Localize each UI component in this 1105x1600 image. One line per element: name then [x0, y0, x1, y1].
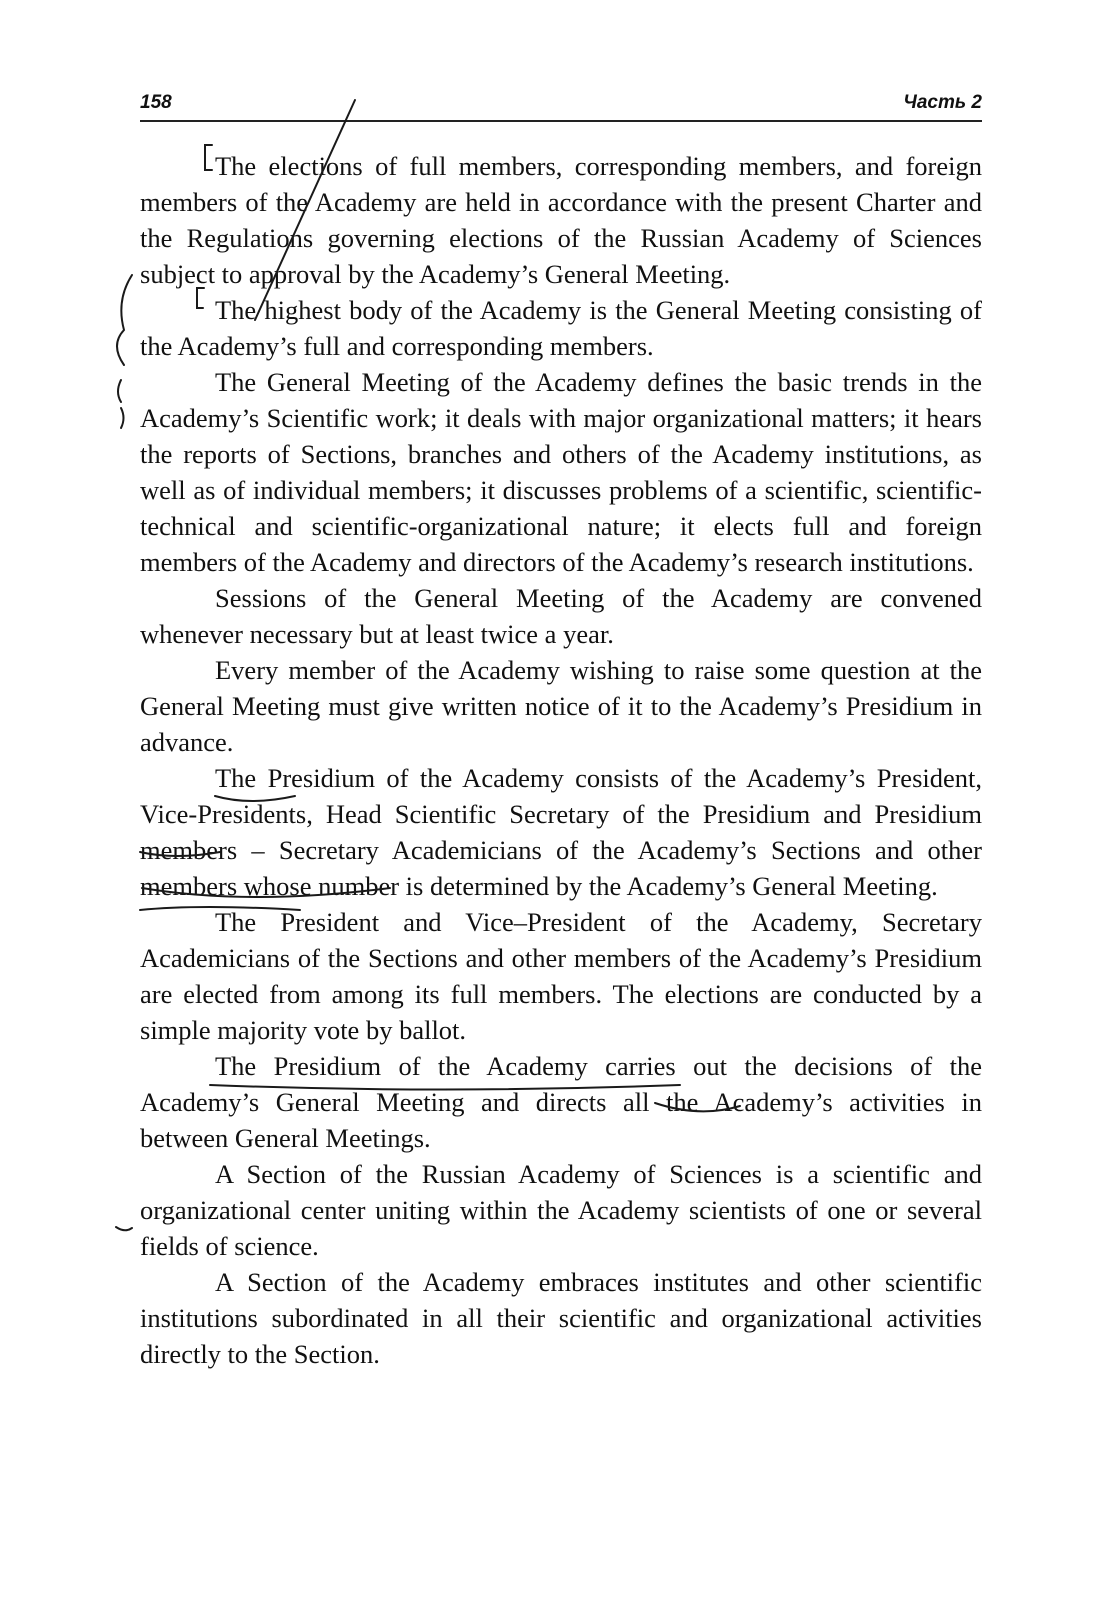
paragraph-elections: The elections of full members, corresponding members, and foreign members of the Academy are held in accordance with the present Charter and the Regulations governing elections of the Russian Academy of Sciences subject to approval by the Academy’s General Meeting. [140, 151, 982, 289]
margin-brace [117, 275, 132, 365]
paragraph-presidium-composition: The Presidium of the Academy consists of the Academy’s President, Vice-Presidents, Head Scientific Secretary of the Presidium and Presidium members – Secretary Academicians of the Academy’s Sections and other members whose number is determined by the Academy’s General Meeting. [140, 763, 982, 901]
paragraph-written-notice: Every member of the Academy wishing to raise some question at the General Meeting must give written notice of it to the Academy’s Presidium in advance. [140, 655, 982, 757]
margin-tick [121, 408, 124, 428]
running-header [140, 88, 982, 122]
page-number: 158 [140, 92, 172, 113]
paragraph-presidium-role: The Presidium of the Academy carries out the decisions of the Academy’s General Meeting and directs all the Academy’s activities in between General Meetings. [140, 1051, 982, 1153]
paragraph-general-meeting-duties: The General Meeting of the Academy defines the basic trends in the Academy’s Scientific work; it deals with major organizational matters; it hears the reports of Sections, branches and others of the Academy institutions, as well as of individual members; it discusses problems of a scientific, scientific-technical and scientific-organizational nature; it elects full and foreign members of the Academy and directors of the Academy’s research institutions. [140, 367, 982, 577]
margin-dash [116, 1227, 132, 1230]
margin-tick [118, 380, 121, 402]
paragraph-section-definition: A Section of the Russian Academy of Sciences is a scientific and organizational center uniting within the Academy scientists of one or several fields of science. [140, 1159, 982, 1261]
body-text [140, 148, 982, 1372]
paragraph-presidium-elections: The President and Vice–President of the Academy, Secretary Academicians of the Sections and other members of the Academy’s Presidium are elected from among its full members. The elections are conducted by a simple majority vote by ballot. [140, 907, 982, 1045]
paragraph-sessions: Sessions of the General Meeting of the Academy are convened whenever necessary but at least twice a year. [140, 583, 982, 649]
section-label: Часть 2 [903, 92, 982, 113]
paragraph-highest-body: The highest body of the Academy is the General Meeting consisting of the Academy’s full and corresponding members. [140, 295, 982, 361]
paragraph-section-scope: A Section of the Academy embraces institutes and other scientific institutions subordinated in all their scientific and organizational activities directly to the Section. [140, 1267, 982, 1369]
